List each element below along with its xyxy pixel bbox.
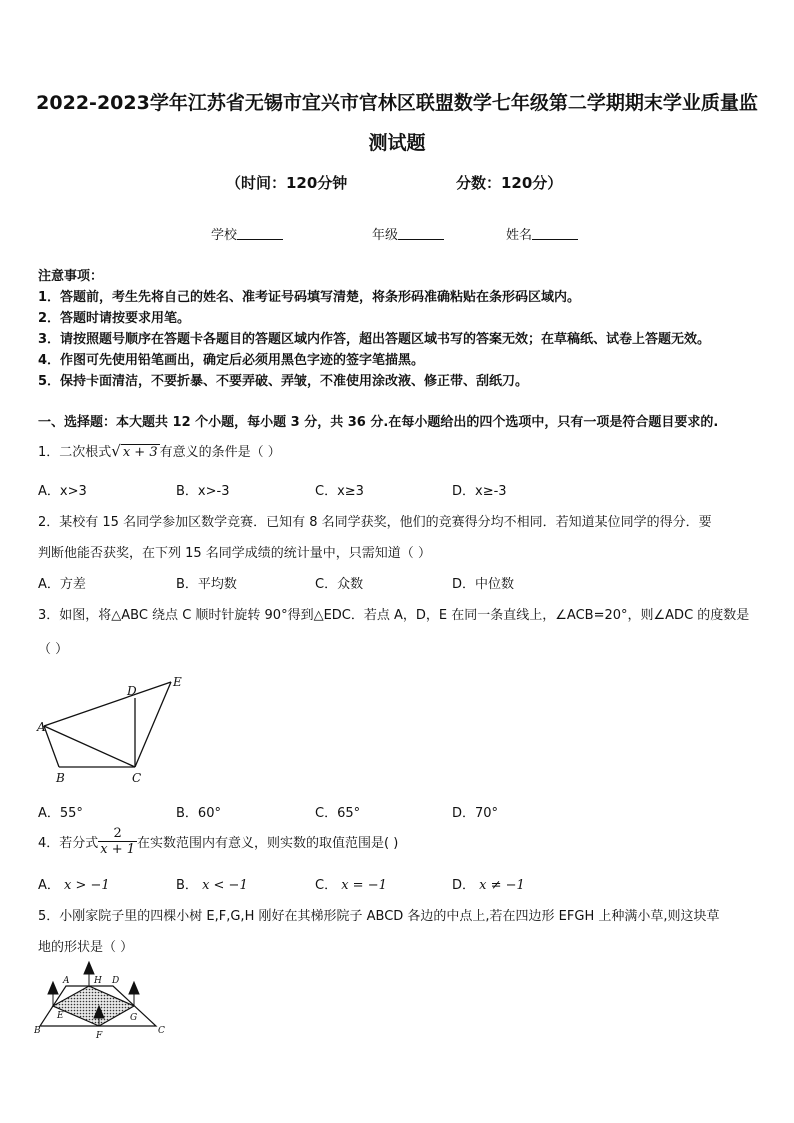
label-g: G (130, 1013, 138, 1023)
q4-option-b-expr: x < −1 (202, 878, 248, 893)
q2-option-b: B．平均数 (176, 577, 237, 592)
tree-icon (48, 982, 58, 1006)
question-5-line2: 地的形状是（ ） (38, 940, 134, 955)
label-h: H (94, 976, 102, 986)
school-label: 学校 (211, 228, 238, 243)
q1-option-c: C．x≥3 (315, 484, 364, 499)
segment-ac (44, 726, 135, 767)
total-score: 分数：120分） (456, 174, 563, 192)
q4-option-c-expr: x = −1 (341, 878, 387, 893)
q4-denominator: x + 1 (100, 842, 136, 857)
q5-trapezoid-figure (34, 958, 174, 1044)
q4-option-b (176, 874, 248, 893)
note-item: 4．作图可先使用铅笔画出，确定后必须用黑色字迹的签字笔描黑。 (38, 353, 425, 368)
q4-option-d-letter: D． (452, 878, 476, 893)
q4-option-d (452, 874, 525, 893)
q3-triangle-figure (34, 670, 194, 790)
q4-option-a-letter: A． (38, 878, 60, 893)
label-d: D (127, 684, 137, 698)
sqrt-icon: √ (111, 442, 121, 460)
time-limit: （时间：120分钟 (226, 174, 348, 192)
question-3-line2: （ ） (38, 642, 69, 657)
q3-option-d: D．70° (452, 806, 499, 821)
page-title: 2022-2023学年江苏省无锡市宜兴市官林区联盟数学七年级第二学期期末学业质量监 (36, 92, 758, 114)
tree-icon (84, 962, 94, 986)
note-item: 3．请按照题号顺序在答题卡各题目的答题区域内作答，超出答题区域书写的答案无效；在草稿纸、试卷上答题无效。 (38, 332, 711, 347)
q4-numerator: 2 (98, 826, 137, 842)
label-b: B (56, 771, 65, 785)
grass-efgh (53, 986, 134, 1026)
grade-blank (398, 227, 444, 240)
label-f: F (96, 1031, 103, 1041)
q2-option-d: D．中位数 (452, 577, 515, 592)
q4-option-c-letter: C． (315, 878, 338, 893)
question-4 (38, 826, 398, 857)
grade-label: 年级 (372, 228, 399, 243)
q1-prefix: 1．二次根式 (38, 445, 112, 460)
q1-option-a: A．x>3 (38, 484, 87, 499)
segment-ae (44, 682, 171, 726)
label-c: C (132, 771, 142, 785)
school-field (211, 224, 283, 243)
label-c: C (158, 1026, 165, 1036)
q4-option-a (38, 874, 110, 893)
q4-prefix: 4．若分式 (38, 836, 99, 851)
question-1 (38, 441, 281, 460)
page-title-line2: 测试题 (368, 132, 426, 154)
note-item: 1．答题前，考生先将自己的姓名、准考证号码填写清楚，将条形码准确粘贴在条形码区域内。 (38, 290, 581, 305)
q4-fraction (98, 826, 137, 857)
section-heading: 一、选择题：本大题共 12 个小题，每小题 3 分，共 36 分.在每小题给出的四个选项中，只有一项是符合题目要求的. (38, 415, 719, 430)
grade-field (372, 224, 444, 243)
question-5-line1: 5．小刚家院子里的四棵小树 E,F,G,H 刚好在其梯形院子 ABCD 各边的中点上,若在四边形 EFGH 上种满小草,则这块草 (38, 909, 720, 924)
school-blank (237, 227, 283, 240)
note-item: 5．保持卡面清洁，不要折暴、不要弄破、弄皱，不准使用涂改液、修正带、刮纸刀。 (38, 374, 529, 389)
q3-option-a: A．55° (38, 806, 83, 821)
label-e: E (57, 1011, 64, 1021)
q1-option-b: B．x>-3 (176, 484, 230, 499)
q1-radicand: x + 3 (122, 445, 158, 460)
q3-option-c: C．65° (315, 806, 361, 821)
q1-suffix: 有意义的条件是（ ） (159, 445, 281, 460)
q1-option-d: D．x≥-3 (452, 484, 507, 499)
name-field (506, 224, 578, 243)
q4-option-d-expr: x ≠ −1 (479, 878, 525, 893)
notes-heading: 注意事项： (38, 269, 104, 284)
q3-option-b: B．60° (176, 806, 221, 821)
label-e: E (173, 675, 182, 689)
segment-ec (135, 682, 171, 767)
label-a: A (37, 720, 46, 734)
label-d: D (112, 976, 120, 986)
note-item: 2．答题时请按要求用笔。 (38, 311, 191, 326)
question-2-line2: 判断他能否获奖，在下列 15 名同学成绩的统计量中，只需知道（ ） (38, 546, 431, 561)
question-3-line1: 3．如图，将△ABC 绕点 C 顺时针旋转 90°得到△EDC．若点 A，D，E 在同一条直线上，∠ACB=20°，则∠ADC 的度数是 (38, 608, 750, 623)
name-blank (532, 227, 578, 240)
label-a: A (63, 976, 70, 986)
q2-option-c: C．众数 (315, 577, 364, 592)
q2-option-a: A．方差 (38, 577, 86, 592)
name-label: 姓名 (506, 228, 533, 243)
question-2-line1: 2．某校有 15 名同学参加区数学竞赛．已知有 8 名同学获奖，他们的竞赛得分均不相同．若知道某位同学的得分．要 (38, 515, 712, 530)
q4-option-a-expr: x > −1 (64, 878, 110, 893)
label-b: B (34, 1026, 41, 1036)
q4-option-c (315, 874, 387, 893)
q4-suffix: 在实数范围内有意义，则实数的取值范围是( ) (137, 836, 399, 851)
q4-option-b-letter: B． (176, 878, 198, 893)
